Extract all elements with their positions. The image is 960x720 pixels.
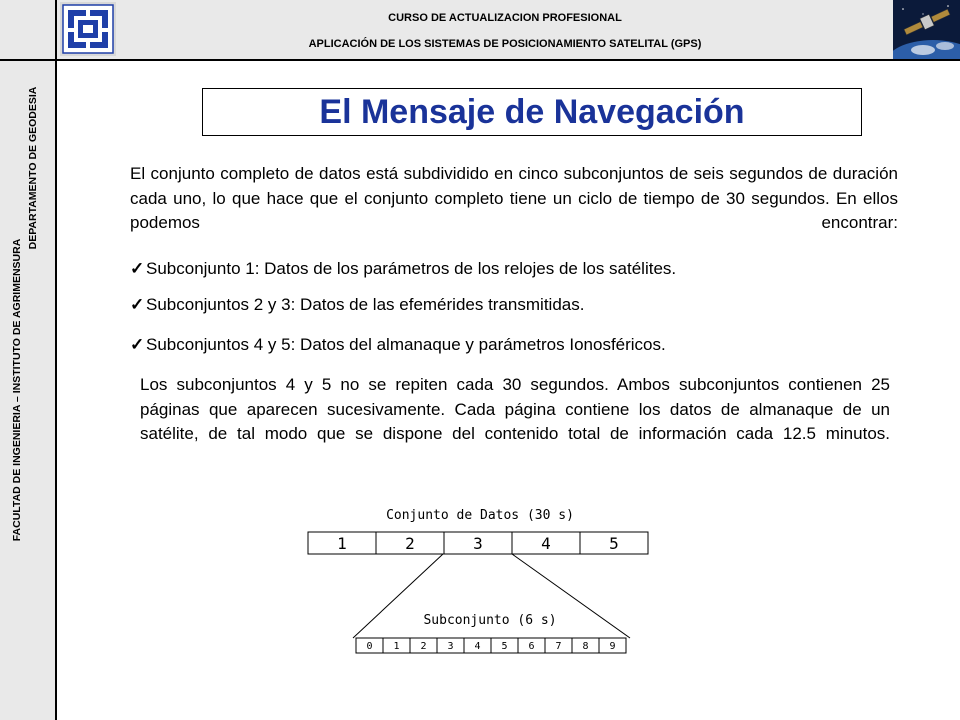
bullet-subset-2-3 xyxy=(130,295,584,315)
subset-cell-label: 8 xyxy=(582,641,589,653)
bullet-text: Subconjuntos 4 y 5: Datos del almanaque y parámetros Ionosféricos. xyxy=(146,335,666,354)
bullet-subset-4-5 xyxy=(130,335,666,355)
check-icon: ✓ xyxy=(130,335,145,354)
satellite-earth-icon xyxy=(893,0,960,59)
check-icon: ✓ xyxy=(130,259,145,278)
subset-cell-label: 3 xyxy=(447,641,454,653)
subset-cell-label: 9 xyxy=(609,641,616,653)
data-set-label: Conjunto de Datos (30 s) xyxy=(386,508,574,523)
subset-cell-label: 1 xyxy=(393,641,400,653)
check-icon: ✓ xyxy=(130,295,145,314)
subset-cell-label: 5 xyxy=(501,641,508,653)
almanac-paragraph: Los subconjuntos 4 y 5 no se repiten cada 30 segundos. Ambos subconjuntos contienen 25 páginas que aparecen sucesivamente. Cada página contiene los datos de almanaque de un satélite, de tal modo que se dispone del contenido total de información cada 12.5 minutos. xyxy=(140,375,890,443)
subset-cell-label: 4 xyxy=(474,641,481,653)
university-logo-icon xyxy=(60,2,116,56)
data-set-cell-label: 1 xyxy=(337,533,347,553)
bullet-text: Subconjuntos 2 y 3: Datos de las efemérides transmitidas. xyxy=(146,295,585,314)
course-subtitle: APLICACIÓN DE LOS SISTEMAS DE POSICIONAMIENTO SATELITAL (GPS) xyxy=(308,38,702,50)
faculty-label: FACULTAD DE INGENIERIA – INSTITUTO DE AGRIMENSURA xyxy=(11,238,23,542)
subset-row xyxy=(356,638,626,653)
intro-paragraph: El conjunto completo de datos está subdividido en cinco subconjuntos de seis segundos de duración cada uno, lo que hace que el conjunto completo tiene un ciclo de tiempo de 30 segundos. En ellos podemos encontrar: xyxy=(130,164,898,232)
subset-cell-label: 0 xyxy=(366,641,373,653)
data-set-cell-label: 3 xyxy=(473,533,483,553)
subset-cell-label: 7 xyxy=(555,641,562,653)
subset-cell-label: 6 xyxy=(528,641,535,653)
bullet-text: Subconjunto 1: Datos de los parámetros de los relojes de los satélites. xyxy=(146,259,677,278)
subset-cell-label: 2 xyxy=(420,641,427,653)
header-band xyxy=(0,0,960,60)
header-divider xyxy=(0,59,960,61)
department-label: DEPARTAMENTO DE GEODESIA xyxy=(27,86,39,250)
data-set-cell-label: 2 xyxy=(405,533,415,553)
data-set-cell-label: 5 xyxy=(609,533,619,553)
subset-label: Subconjunto (6 s) xyxy=(423,613,557,628)
data-set-row xyxy=(308,532,648,554)
slide-title: El Mensaje de Navegación xyxy=(319,93,745,131)
data-structure-diagram xyxy=(300,496,660,666)
data-set-cell-label: 4 xyxy=(541,533,551,553)
bullet-subset-1 xyxy=(130,259,676,279)
course-title: CURSO DE ACTUALIZACION PROFESIONAL xyxy=(388,12,622,24)
